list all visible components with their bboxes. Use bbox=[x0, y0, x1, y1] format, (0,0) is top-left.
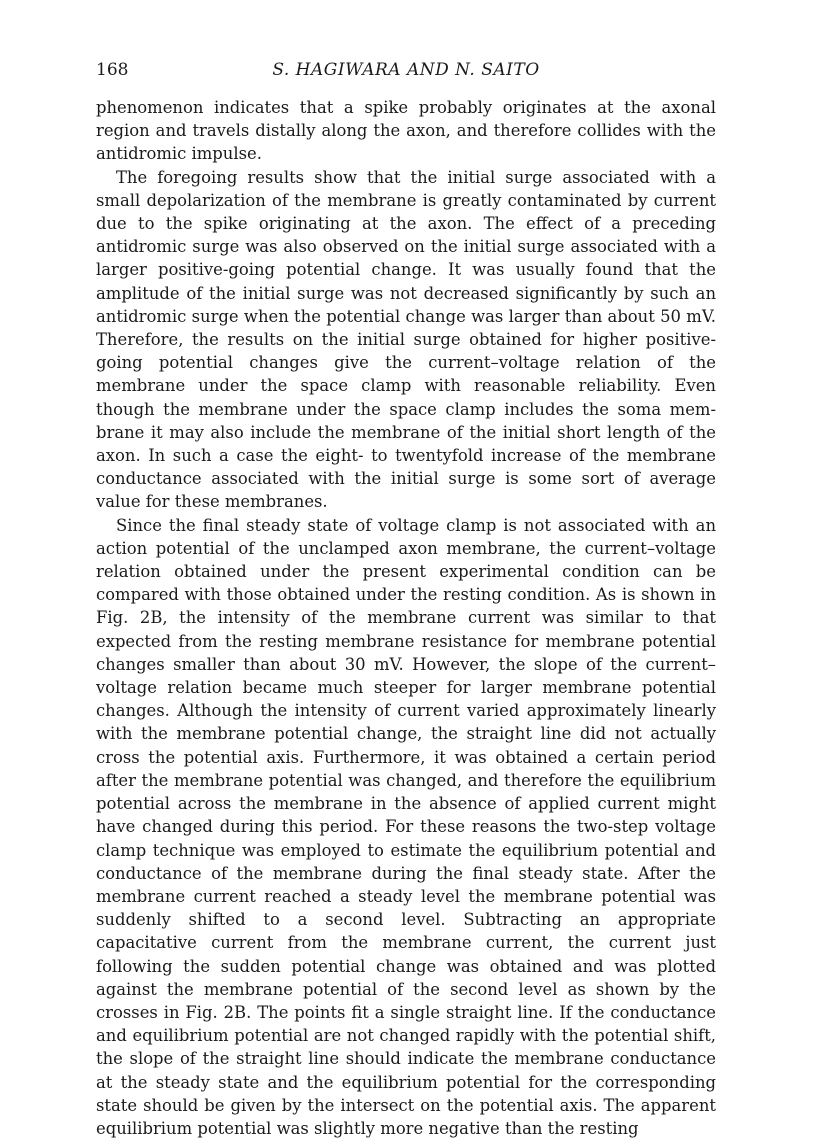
page-number: 168 bbox=[96, 60, 129, 80]
page bbox=[96, 60, 716, 1140]
running-title: S. HAGIWARA AND N. SAITO bbox=[272, 60, 540, 80]
paragraph-steady-state: Since the final steady state of voltage clamp is not associated with an action potential of the unclamped axon membrane, the current–voltage relation obtained under the present experimental condition can be compared with those obtained under the resting condition. As is shown in Fig. 2B, the intensity of the membrane current was similar to that expected from the resting membrane resistance for membrane potential changes smaller than about 30 mV. However, the slope of the current–voltage relation became much steeper for larger membrane potential changes. Although the intensity of current varied approximately linearly with the membrane potential change, the straight line did not actually cross the potential axis. Furthermore, it was obtained a certain period after the membrane potential was changed, and therefore the equilibrium potential across the membrane in the absence of applied current might have changed during this period. For these reasons the two-step voltage clamp technique was employed to estimate the equilibrium potential and conductance of the membrane during the final steady state. After the membrane current reached a steady level the membrane potential was suddenly shifted to a second level. Subtracting an appropriate capacitative current from the membrane current, the current just following the sudden potential change was obtained and was plotted against the membrane potential of the second level as shown by the crosses in Fig. 2B. The points fit a single straight line. If the conductance and equilibrium potential are not changed rapidly with the potential shift, the slope of the straight line should indicate the membrane conductance at the steady state and the equilibrium potential for the corresponding state should be given by the intersect on the potential axis. The apparent equilibrium potential was slightly more negative than the resting bbox=[96, 515, 716, 1138]
paragraph-continuation: phenomenon indicates that a spike probably originates at the axonal region and travels distally along the axon, and therefore collides with the antidromic impulse. bbox=[96, 98, 716, 164]
paragraph-initial-surge: The foregoing results show that the initial surge associated with a small depolarization of the membrane is greatly contaminated by current due to the spike originating at the axon. The effect of a preceding antidromic surge was also observed on the initial surge associated with a larger positive-going potential change. It was usually found that the amplitude of the initial surge was not decreased significantly by such an antidromic surge when the potential change was larger than about 50 mV. Therefore, the results on the initial surge obtained for higher positive-going potential changes give the current–voltage relation of the membrane under the space clamp with reasonable reliability. Even though the membrane under the space clamp includes the soma membrane it may also include the membrane of the initial short length of the axon. In such a case the eight- to twentyfold increase of the membrane conductance associated with the initial surge is some sort of average value for these membranes. bbox=[96, 167, 716, 512]
running-head bbox=[96, 60, 716, 90]
